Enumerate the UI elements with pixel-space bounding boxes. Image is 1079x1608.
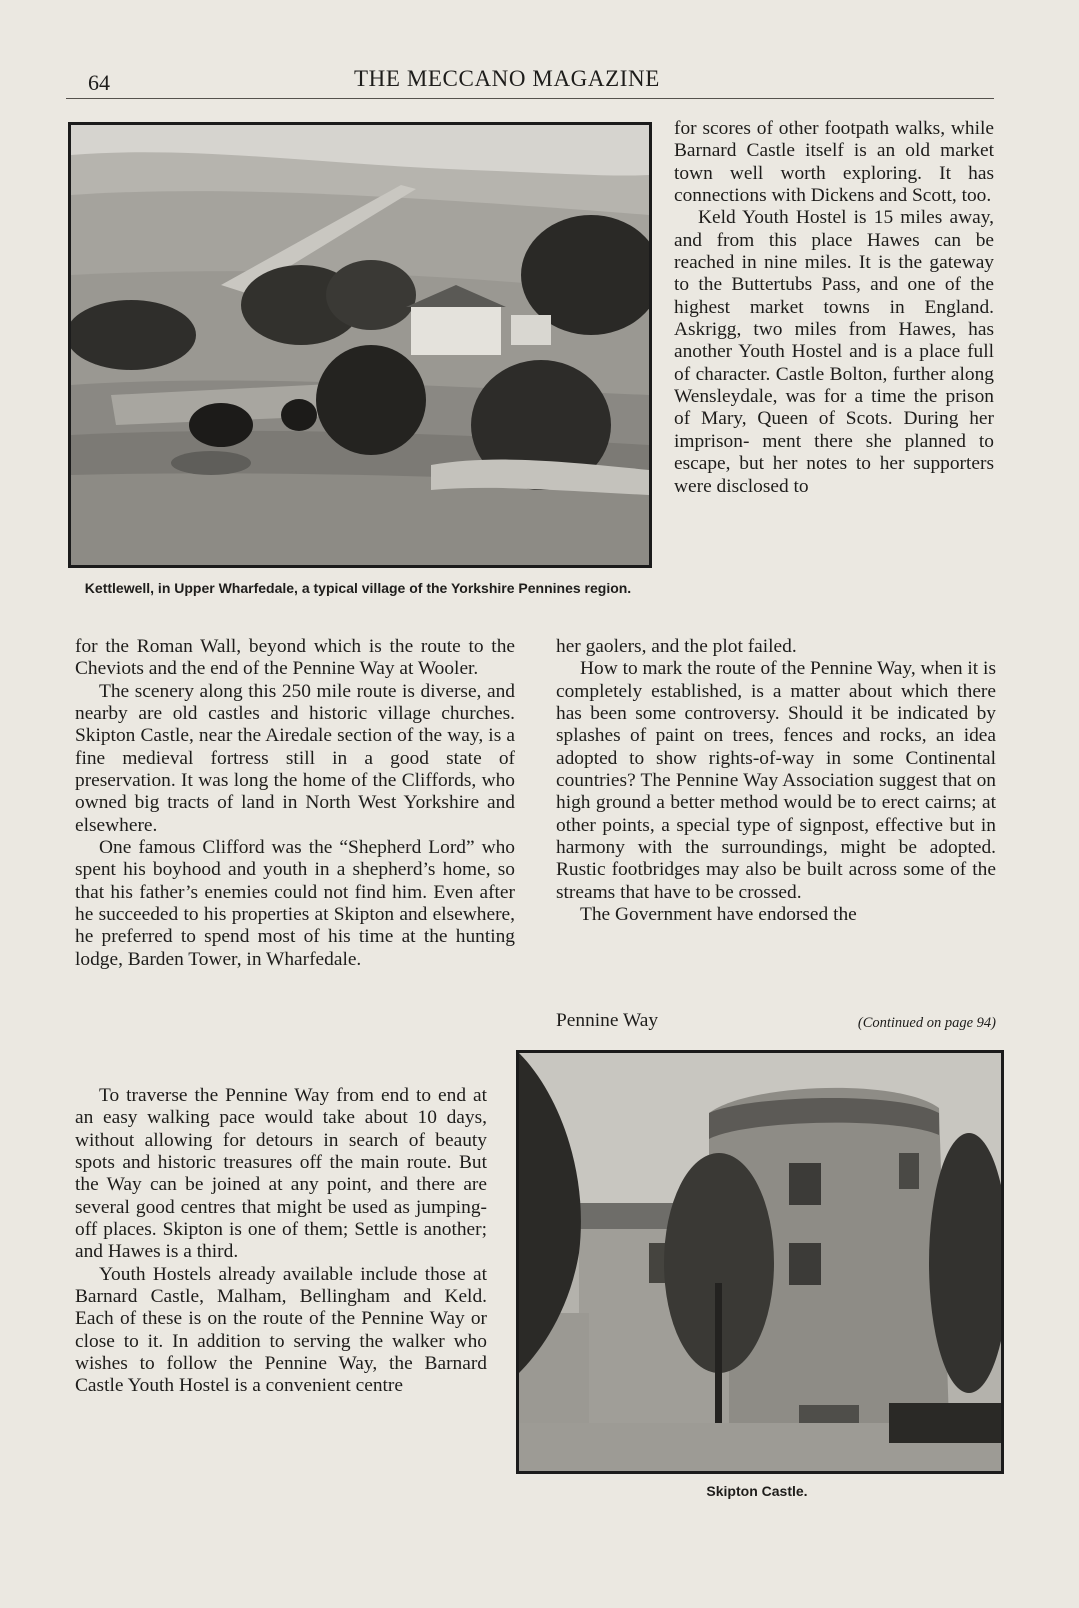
paragraph: her gaolers, and the plot failed.: [556, 636, 797, 657]
paragraph: The scenery along this 250 mile route is diverse, and nearby are old castles and historic village churches. Skipton Castle, near the Airedale section of the way, is a fine medieval fortress still in a good state of preservation. It was long the home of the Cliffords, who owned big tracts of land in North West Yorkshire and elsewhere.: [75, 680, 515, 836]
paragraph: for scores of other footpath walks, while Barnard Castle itself is an old market town well worth exploring. It has connections with Dickens and Scott, too.: [674, 118, 994, 207]
paragraph: How to mark the route of the Pennine Way, when it is completely established, is a matter about which there has been some controversy. Should it be indicated by splashes of paint on trees, fences and rocks, an idea adopted to show rights-of-way in some Continental countries? The Pennine Way Association suggest that on high ground a better method would be to erect cairns; at other points, a special type of signpost, effective but in harmony with the surroundings, might be adopted. Rustic footbridges may also be built across some of the streams that have to be crossed.: [556, 658, 996, 903]
paragraph: One famous Clifford was the “Shepherd Lord” who spent his boyhood and youth in a shepherd’s home, so that his father’s enemies could not find him. Even after he succeeded to his properties at Skipton and elsewhere, he preferred to spend most of his time at the hunting lodge, Barden Tower, in Wharfedale.: [75, 837, 515, 970]
continued-note: (Continued on page 94): [857, 1015, 996, 1031]
magazine-title: THE MECCANO MAGAZINE: [354, 66, 660, 91]
paragraph: Keld Youth Hostel is 15 miles away, and from this place Hawes can be reached in nine miles. It is the gateway to the Buttertubs Pass, and one of the highest market towns in England. Askrigg, two miles from Hawes, has another Youth Hostel and is a place full of character. Castle Bolton, further along Wensleydale, was for a time the prison of Mary, Queen of Scots. During her imprison- ment there she planned to escape, but her notes to her supporters were disclosed to: [674, 207, 994, 497]
paragraph: The Government have endorsed the: [580, 904, 857, 926]
tail-text: Pennine Way: [556, 1010, 659, 1031]
skipton-caption: Skipton Castle.: [706, 1483, 808, 1499]
article-column-left-narrow: [75, 1085, 487, 1398]
header-divider: [66, 98, 994, 99]
page-number: 64: [88, 70, 110, 95]
article-column-right-top: [674, 118, 994, 498]
kettlewell-photo: [68, 122, 652, 568]
article-column-left: [75, 636, 515, 971]
paragraph: To traverse the Pennine Way from end to end at an easy walking pace would take about 10 days, without allowing for detours in search of beauty spots and historic treasures off the main route. But the Way can be joined at any point, and there are several good centres that might be used as jumping-off places. Skipton is one of them; Settle is another; and Hawes is a third.: [75, 1085, 487, 1263]
paragraph: Youth Hostels already available include those at Barnard Castle, Malham, Bellingham and Keld. Each of these is on the route of the Pennine Way or close to it. In addition to serving the walker who wishes to follow the Pennine Way, the Barnard Castle Youth Hostel is a convenient centre: [75, 1263, 487, 1397]
kettlewell-caption: Kettlewell, in Upper Wharfedale, a typical village of the Yorkshire Pennines region.: [84, 580, 632, 596]
article-tail: [556, 1010, 996, 1034]
article-column-middle: [556, 636, 996, 926]
skipton-castle-photo: [516, 1050, 1004, 1474]
paragraph: for the Roman Wall, beyond which is the route to the Cheviots and the end of the Pennine Way at Wooler.: [75, 636, 515, 680]
